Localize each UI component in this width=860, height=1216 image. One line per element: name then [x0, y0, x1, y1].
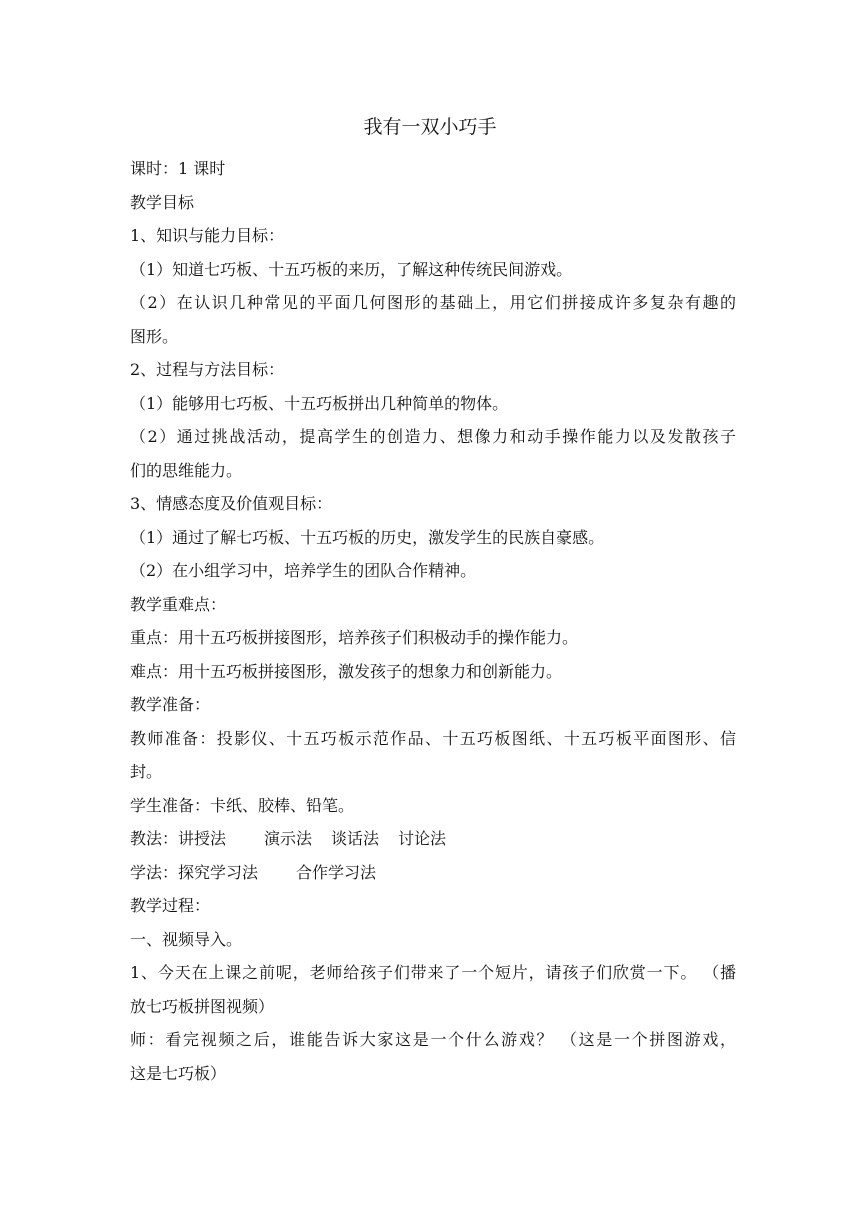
- objective-3-item-1: （1）通过了解七巧板、十五巧板的历史，激发学生的民族自豪感。: [130, 527, 605, 547]
- objective-1-item-1: （1）知道七巧板、十五巧板的来历，了解这种传统民间游戏。: [130, 259, 573, 279]
- teaching-method-4: 讨论法: [398, 829, 447, 848]
- teaching-method-3: 谈话法: [331, 829, 380, 848]
- key-point: 重点：用十五巧板拼接图形，培养孩子们积极动手的操作能力。: [130, 628, 579, 647]
- teacher-prep-line-2: 封。: [130, 762, 163, 781]
- objective-1-heading: 1、知识与能力目标：: [130, 226, 285, 245]
- learning-method-label: 学法：探究学习法: [130, 862, 259, 882]
- learning-methods: [130, 856, 736, 890]
- teacher-question-line-2: 这是七巧板）: [130, 1063, 227, 1083]
- teaching-methods: [130, 822, 736, 856]
- teacher-prep-line-1: 教师准备：投影仪、十五巧板示范作品、十五巧板图纸、十五巧板平面图形、信: [130, 728, 736, 748]
- objective-1-item-2-line-1: （2）在认识几种常见的平面几何图形的基础上，用它们拼接成许多复杂有趣的: [130, 293, 736, 312]
- objective-2-item-2-line-2: 们的思维能力。: [130, 460, 243, 480]
- difficult-point: 难点：用十五巧板拼接图形，激发孩子的想象力和创新能力。: [130, 661, 563, 681]
- student-prep: 学生准备：卡纸、胶棒、铅笔。: [130, 795, 355, 815]
- objective-1-item-2-line-2: 图形。: [130, 326, 179, 346]
- step-1-line-2: 放七巧板拼图视频）: [130, 996, 275, 1016]
- class-hours: 课时：1 课时: [130, 159, 226, 178]
- preparation-heading: 教学准备：: [130, 695, 211, 714]
- teaching-method-label: 教法：讲授法: [130, 829, 227, 848]
- teacher-question-line-1: 师：看完视频之后，谁能告诉大家这是一个什么游戏？ （这是一个拼图游戏，: [130, 1030, 736, 1049]
- document-body: [130, 152, 736, 1090]
- document-title: 我有一双小巧手: [363, 116, 497, 138]
- learning-method-2: 合作学习法: [296, 862, 377, 882]
- key-points-heading: 教学重难点：: [130, 594, 227, 614]
- objective-3-heading: 3、情感态度及价值观目标：: [130, 494, 333, 513]
- objective-2-item-2-line-1: （2）通过挑战活动，提高学生的创造力、想像力和动手操作能力以及发散孩子: [130, 427, 736, 446]
- step-1-line-1: 1、今天在上课之前呢，老师给孩子们带来了一个短片，请孩子们欣赏一下。 （播: [130, 963, 736, 982]
- objective-2-heading: 2、过程与方法目标：: [130, 360, 285, 379]
- teaching-method-2: 演示法: [264, 829, 313, 848]
- objective-3-item-2: （2）在小组学习中，培养学生的团队合作精神。: [130, 561, 477, 580]
- objectives-heading: 教学目标: [130, 192, 195, 212]
- objective-2-item-1: （1）能够用七巧板、十五巧板拼出几种简单的物体。: [130, 393, 509, 413]
- process-heading: 教学过程：: [130, 896, 211, 915]
- section-1-heading: 一、视频导入。: [130, 929, 243, 949]
